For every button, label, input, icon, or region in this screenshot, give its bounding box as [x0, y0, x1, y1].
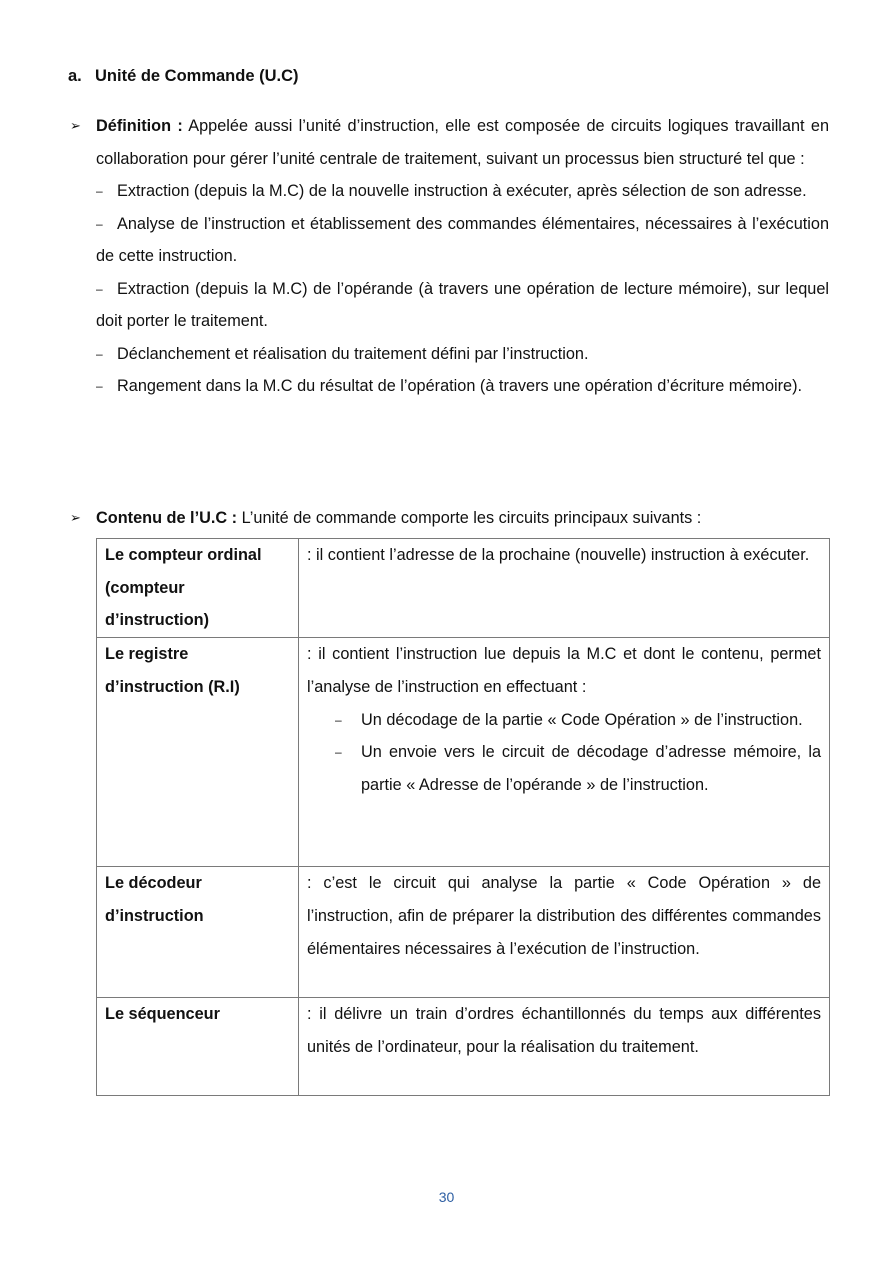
definition-item: – Déclanchement et réalisation du traitement défini par l’instruction. [96, 338, 829, 371]
section-number: a. [68, 67, 82, 85]
contenu-bullet [70, 502, 829, 535]
sub-list [307, 704, 821, 802]
contenu-label: Contenu de l’U.C : [96, 509, 238, 527]
section-title: Unité de Commande (U.C) [95, 67, 299, 85]
table-row [97, 998, 830, 1096]
definition-label: Définition : [96, 117, 183, 135]
section-heading [68, 63, 299, 89]
dash-icon: – [335, 745, 342, 760]
component-description: : c’est le circuit qui analyse la partie « Code Opération » de l’instruction, afin de préparer la distribution des différentes commandes élémentaires nécessaires à l’exécution de l’instruction. [299, 867, 830, 998]
definition-item: – Extraction (depuis la M.C) de la nouvelle instruction à exécuter, après sélection de son adresse. [96, 175, 829, 208]
dash-icon: – [96, 216, 103, 231]
dash-icon: – [335, 712, 342, 727]
definition-text: Appelée aussi l’unité d’instruction, elle est composée de circuits logiques travaillant en collaboration pour gérer l’unité centrale de traitement, suivant un processus bien structuré tel que : [96, 117, 830, 168]
component-description: : il contient l’adresse de la prochaine (nouvelle) instruction à exécuter. [299, 539, 830, 638]
dash-icon: – [96, 281, 103, 296]
component-term: Le compteur ordinal (compteur d’instruction) [97, 539, 299, 638]
component-description: : il contient l’instruction lue depuis la M.C et dont le contenu, permet l’analyse de l’instruction en effectuant : [307, 645, 821, 696]
definition-paragraph [96, 110, 829, 175]
sub-list-item: – Un envoie vers le circuit de décodage d’adresse mémoire, la partie « Adresse de l’opérande » de l’instruction. [307, 736, 821, 801]
table-row [97, 638, 830, 867]
contenu-text: L’unité de commande comporte les circuits principaux suivants : [237, 509, 702, 527]
component-description-cell [299, 638, 830, 867]
definition-bullet [70, 110, 829, 403]
table-row [97, 867, 830, 998]
definition-item: – Extraction (depuis la M.C) de l’opérande (à travers une opération de lecture mémoire), sur lequel doit porter le traitement. [96, 273, 829, 338]
component-term: Le registre d’instruction (R.I) [97, 638, 299, 867]
dash-icon: – [96, 346, 103, 361]
definition-item: – Analyse de l’instruction et établissement des commandes élémentaires, nécessaires à l’exécution de cette instruction. [96, 208, 829, 273]
sub-list-item: – Un décodage de la partie « Code Opération » de l’instruction. [307, 704, 821, 737]
table-row [97, 539, 830, 638]
uc-components-table [96, 538, 830, 1096]
arrow-bullet-icon: ➢ [70, 118, 81, 133]
dash-icon: – [96, 379, 103, 393]
arrow-bullet-icon: ➢ [70, 510, 81, 525]
definition-item: – Rangement dans la M.C du résultat de l’opération (à travers une opération d’écriture mémoire). [96, 370, 829, 403]
component-term: Le séquenceur [97, 998, 299, 1096]
component-description: : il délivre un train d’ordres échantillonnés du temps aux différentes unités de l’ordinateur, pour la réalisation du traitement. [299, 998, 830, 1096]
component-term: Le décodeur d’instruction [97, 867, 299, 998]
page-number: 30 [438, 1189, 455, 1205]
dash-icon: – [96, 184, 103, 198]
